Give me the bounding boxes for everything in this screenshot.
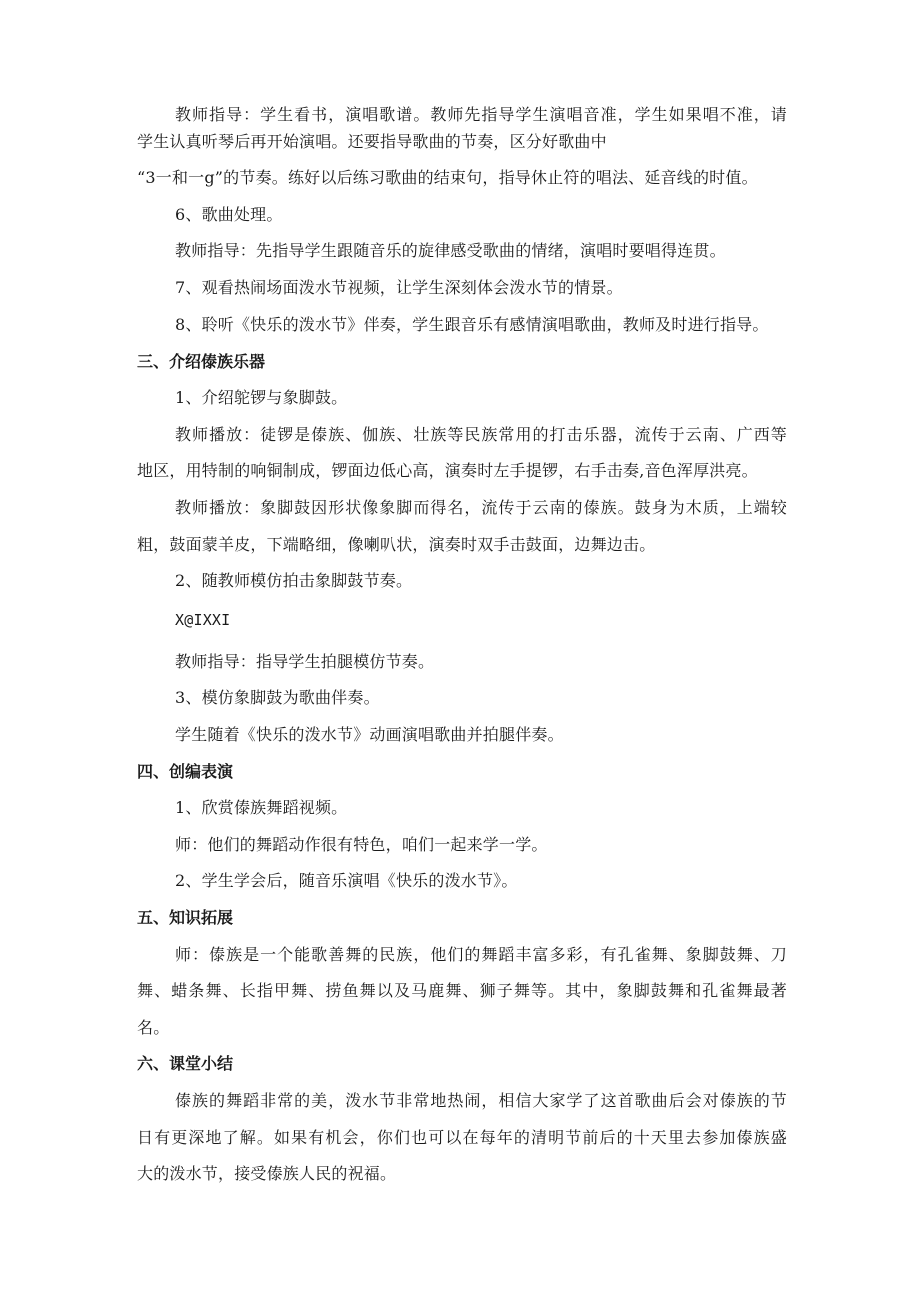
section-heading: 四、创编表演: [137, 762, 234, 781]
paragraph-line: 名。: [137, 1018, 170, 1037]
paragraph-line: 2、学生学会后，随音乐演唱《快乐的泼水节》。: [175, 871, 518, 890]
paragraph-line: 粗，鼓面蒙羊皮，下端略细，像喇叭状，演奏时双手击鼓面，边舞边击。: [137, 535, 656, 554]
paragraph-line: 2、随教师模仿拍击象脚鼓节奏。: [175, 571, 413, 590]
paragraph-line: 日有更深地了解。如果有机会，你们也可以在每年的清明节前后的十天里去参加傣族盛: [137, 1128, 787, 1147]
paragraph-line: 6、歌曲处理。: [175, 205, 283, 224]
rhythm-notation: X@IXXI: [175, 611, 231, 629]
paragraph-line: 舞、蜡条舞、长指甲舞、捞鱼舞以及马鹿舞、狮子舞等。其中，象脚鼓舞和孔雀舞最著: [137, 981, 787, 1000]
paragraph-line: 傣族的舞蹈非常的美，泼水节非常地热闹，相信大家学了这首歌曲后会对傣族的节: [175, 1091, 787, 1110]
paragraph-line: 教师指导：先指导学生跟随音乐的旋律感受歌曲的情绪，演唱时要唱得连贯。: [175, 241, 726, 260]
paragraph-line: 地区，用特制的响铜制成，锣面边低心高，演奏时左手提锣，右手击奏,音色浑厚洪亮。: [137, 461, 758, 480]
paragraph-line: 教师指导：学生看书，演唱歌谱。教师先指导学生演唱音准，学生如果唱不准，请: [175, 105, 787, 124]
paragraph-line: 3、模仿象脚鼓为歌曲伴奏。: [175, 688, 380, 707]
section-heading: 五、知识拓展: [137, 908, 234, 927]
paragraph-line: 学生随着《快乐的泼水节》动画演唱歌曲并拍腿伴奏。: [175, 725, 564, 744]
paragraph-line: 教师播放：象脚鼓因形状像象脚而得名，流传于云南的傣族。鼓身为木质，上端较: [175, 498, 787, 517]
paragraph-line: 教师指导：指导学生拍腿模仿节奏。: [175, 652, 435, 671]
paragraph-line: “3一和一g”的节奏。练好以后练习歌曲的结束句，指导休止符的唱法、延音线的时值。: [137, 168, 758, 187]
section-heading: 六、课堂小结: [137, 1054, 234, 1073]
paragraph-line: 1、欣赏傣族舞蹈视频。: [175, 798, 348, 817]
section-heading: 三、介绍傣族乐器: [137, 352, 266, 371]
paragraph-line: 7、观看热闹场面泼水节视频，让学生深刻体会泼水节的情景。: [175, 278, 623, 297]
paragraph-line: 1、介绍鸵锣与象脚鼓。: [175, 388, 348, 407]
paragraph-line: 师：傣族是一个能歌善舞的民族，他们的舞蹈丰富多彩，有孔雀舞、象脚鼓舞、刀: [175, 945, 787, 964]
paragraph-line: 大的泼水节，接受傣族人民的祝福。: [137, 1164, 397, 1183]
paragraph-line: 教师播放：徒锣是傣族、伽族、壮族等民族常用的打击乐器，流传于云南、广西等: [175, 425, 787, 444]
paragraph-line: 师：他们的舞蹈动作很有特色，咱们一起来学一学。: [175, 835, 548, 854]
paragraph-line: 8、聆听《快乐的泼水节》伴奏，学生跟音乐有感情演唱歌曲，教师及时进行指导。: [175, 315, 769, 334]
paragraph-line: 学生认真听琴后再开始演唱。还要指导歌曲的节奏，区分好歌曲中: [137, 132, 607, 151]
